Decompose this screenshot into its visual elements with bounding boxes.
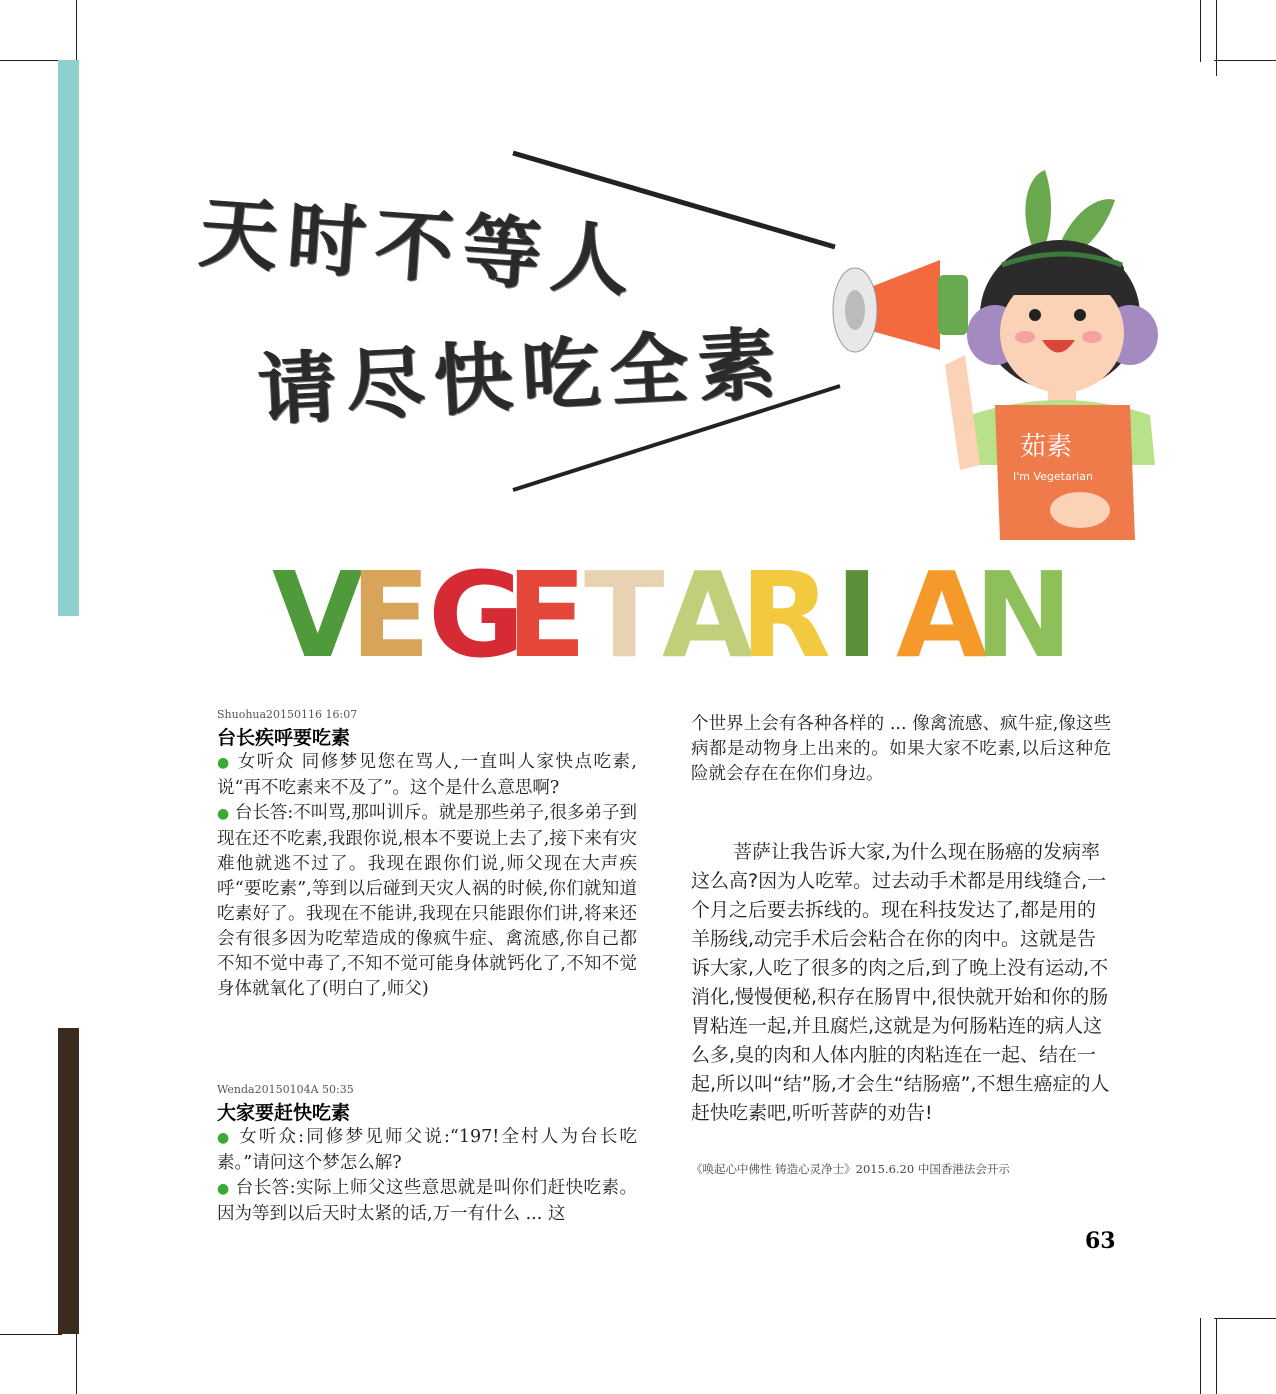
crop-mark bbox=[1200, 1318, 1201, 1394]
bullet-icon: ● bbox=[217, 1130, 232, 1146]
banner-letter: A bbox=[896, 546, 988, 684]
crop-mark bbox=[1214, 1318, 1276, 1319]
section1-question: 女听众 同修梦见您在骂人,一直叫人家快点吃素,说“再不吃素来不及了”。这个是什么意思啊? bbox=[217, 752, 637, 798]
apron-text: 茹素 bbox=[1020, 432, 1073, 462]
section2-heading: 大家要赶快吃素 bbox=[217, 1102, 351, 1124]
section1-heading: 台长疾呼要吃素 bbox=[217, 727, 351, 749]
bullet-icon: ● bbox=[217, 755, 231, 771]
section2-answer: 台长答:实际上师父这些意思就是叫你们赶快吃素。因为等到以后天时太紧的话,万一有什么 ... 这 bbox=[217, 1178, 637, 1224]
apron-subtext: I'm Vegetarian bbox=[1013, 470, 1094, 483]
section2-meta: Wenda20150104A 50:35 bbox=[217, 1083, 354, 1096]
banner-letter: E bbox=[350, 546, 431, 684]
vegetarian-banner bbox=[272, 546, 1073, 684]
banner-letter: T bbox=[584, 546, 665, 684]
banner-letter: R bbox=[740, 546, 831, 684]
megaphone-icon bbox=[833, 260, 968, 352]
girl-illustration bbox=[830, 165, 1160, 545]
crop-mark bbox=[1216, 1318, 1217, 1394]
crop-mark bbox=[76, 1334, 77, 1394]
bullet-icon: ● bbox=[217, 806, 230, 822]
section1-answer: 台长答:不叫骂,那叫训斥。就是那些弟子,很多弟子到现在还不吃素,我跟你说,根本不要说上去了,接下来有灾难他就逃不过了。我现在跟你们说,师父现在大声疾呼“要吃素”,等到以后碰到天灾人祸的时候,你们就知道吃素好了。我现在不能讲,我现在只能跟你们讲,将来还会有很多因为吃荤造成的像疯牛症、禽流感,你自己都不知不觉中毒了,不知不觉可能身体就钙化了,不知不觉身体就氧化了(明白了,师父) bbox=[217, 803, 637, 999]
title-line-2: 请尽快吃全素 bbox=[256, 319, 789, 437]
section1-body bbox=[217, 750, 637, 1002]
bullet-icon: ● bbox=[217, 1181, 230, 1197]
section2-question: 女听众:同修梦见师父说:“197!全村人为台长吃素。”请问这个梦怎么解? bbox=[217, 1127, 638, 1173]
banner-letter: E bbox=[506, 546, 587, 684]
crop-mark bbox=[76, 0, 77, 62]
banner-letter: G bbox=[428, 546, 525, 684]
page-number: 63 bbox=[1085, 1228, 1116, 1254]
crop-mark bbox=[0, 1334, 62, 1335]
teal-side-bar bbox=[58, 60, 79, 616]
banner-letter: A bbox=[662, 546, 754, 684]
source-citation: 《唤起心中佛性 铸造心灵净士》2015.6.20 中国香港法会开示 bbox=[691, 1162, 1010, 1176]
banner-letter: V bbox=[272, 546, 364, 684]
section1-meta: Shuohua20150116 16:07 bbox=[217, 708, 358, 721]
banner-letter: I bbox=[835, 546, 879, 684]
crop-mark bbox=[1200, 0, 1201, 62]
crop-mark bbox=[1214, 60, 1276, 61]
title-line-1: 天时不等人 bbox=[196, 187, 643, 309]
main-text: 菩萨让我告诉大家,为什么现在肠癌的发病率这么高?因为人吃荤。过去动手术都是用线缝合,一个月之后要去拆线的。现在科技发达了,都是用的羊肠线,动完手术后会粘合在你的肉中。这就是告诉大家,人吃了很多的肉之后,到了晚上没有运动,不消化,慢慢便秘,积存在肠胃中,很快就开始和你的肠胃粘连一起,并且腐烂,这就是为何肠粘连的病人这么多,臭的肉和人体内脏的肉粘连在一起、结在一起,所以叫“结”肠,才会生“结肠癌”,不想生癌症的人赶快吃素吧,听听菩萨的劝告! bbox=[691, 841, 1110, 1124]
banner-letter: N bbox=[974, 546, 1073, 684]
crop-mark bbox=[1216, 0, 1217, 76]
section2-body bbox=[217, 1125, 637, 1227]
continued-text: 个世界上会有各种各样的 ... 像禽流感、疯牛症,像这些病都是动物身上出来的。如果大家不吃素,以后这种危险就会存在在你们身边。 bbox=[691, 714, 1111, 784]
crop-mark bbox=[0, 60, 62, 61]
brown-side-bar bbox=[58, 1028, 79, 1334]
